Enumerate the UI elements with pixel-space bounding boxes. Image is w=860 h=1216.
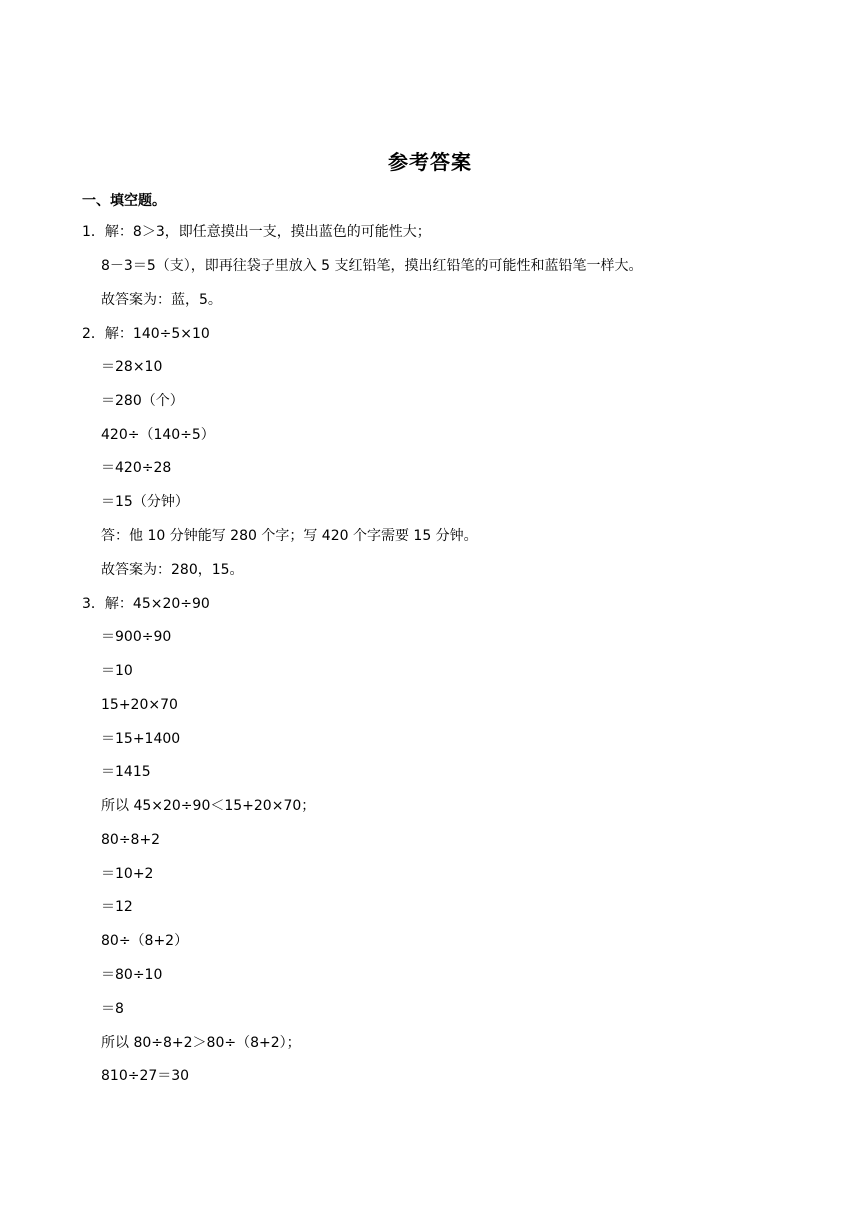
answer-1-line-3: 故答案为：蓝，5。 [101, 292, 222, 308]
answer-3-line-11: 80÷（8+2） [101, 933, 189, 949]
answer-2-line-5: ＝420÷28 [101, 460, 172, 476]
answer-3-line-3: ＝10 [101, 663, 133, 679]
answer-3-line-4: 15+20×70 [101, 697, 178, 713]
answer-2-line-8: 故答案为：280，15。 [101, 562, 244, 578]
answer-3-line-8: 80÷8+2 [101, 832, 161, 848]
page-title: 参考答案 [388, 150, 472, 174]
answer-3-line-12: ＝80÷10 [101, 967, 163, 983]
answer-3-line-1: 3．解：45×20÷90 [82, 596, 210, 612]
answer-3-line-5: ＝15+1400 [101, 731, 181, 747]
answer-2-line-4: 420÷（140÷5） [101, 427, 215, 443]
answer-3-line-6: ＝1415 [101, 764, 151, 780]
answer-3-line-9: ＝10+2 [101, 866, 154, 882]
answer-2-line-7: 答：他 10 分钟能写 280 个字；写 420 个字需要 15 分钟。 [101, 528, 478, 544]
answer-3-line-10: ＝12 [101, 899, 133, 915]
answer-3-line-7: 所以 45×20÷90＜15+20×70； [101, 798, 316, 814]
answer-1-line-1: 1．解：8＞3，即任意摸出一支，摸出蓝色的可能性大； [82, 224, 431, 240]
answer-2-line-2: ＝28×10 [101, 359, 163, 375]
answer-2-line-6: ＝15（分钟） [101, 494, 189, 510]
answer-3-line-13: ＝8 [101, 1001, 124, 1017]
answer-2-line-1: 2．解：140÷5×10 [82, 326, 210, 342]
answer-1-line-2: 8－3＝5（支），即再往袋子里放入 5 支红铅笔，摸出红铅笔的可能性和蓝铅笔一样大。 [101, 258, 643, 274]
answer-3-line-2: ＝900÷90 [101, 629, 172, 645]
answer-3-line-14: 所以 80÷8+2＞80÷（8+2）； [101, 1035, 301, 1051]
answer-2-line-3: ＝280（个） [101, 393, 184, 409]
section-heading: 一、填空题。 [82, 193, 166, 209]
answer-3-line-15: 810÷27＝30 [101, 1068, 190, 1084]
